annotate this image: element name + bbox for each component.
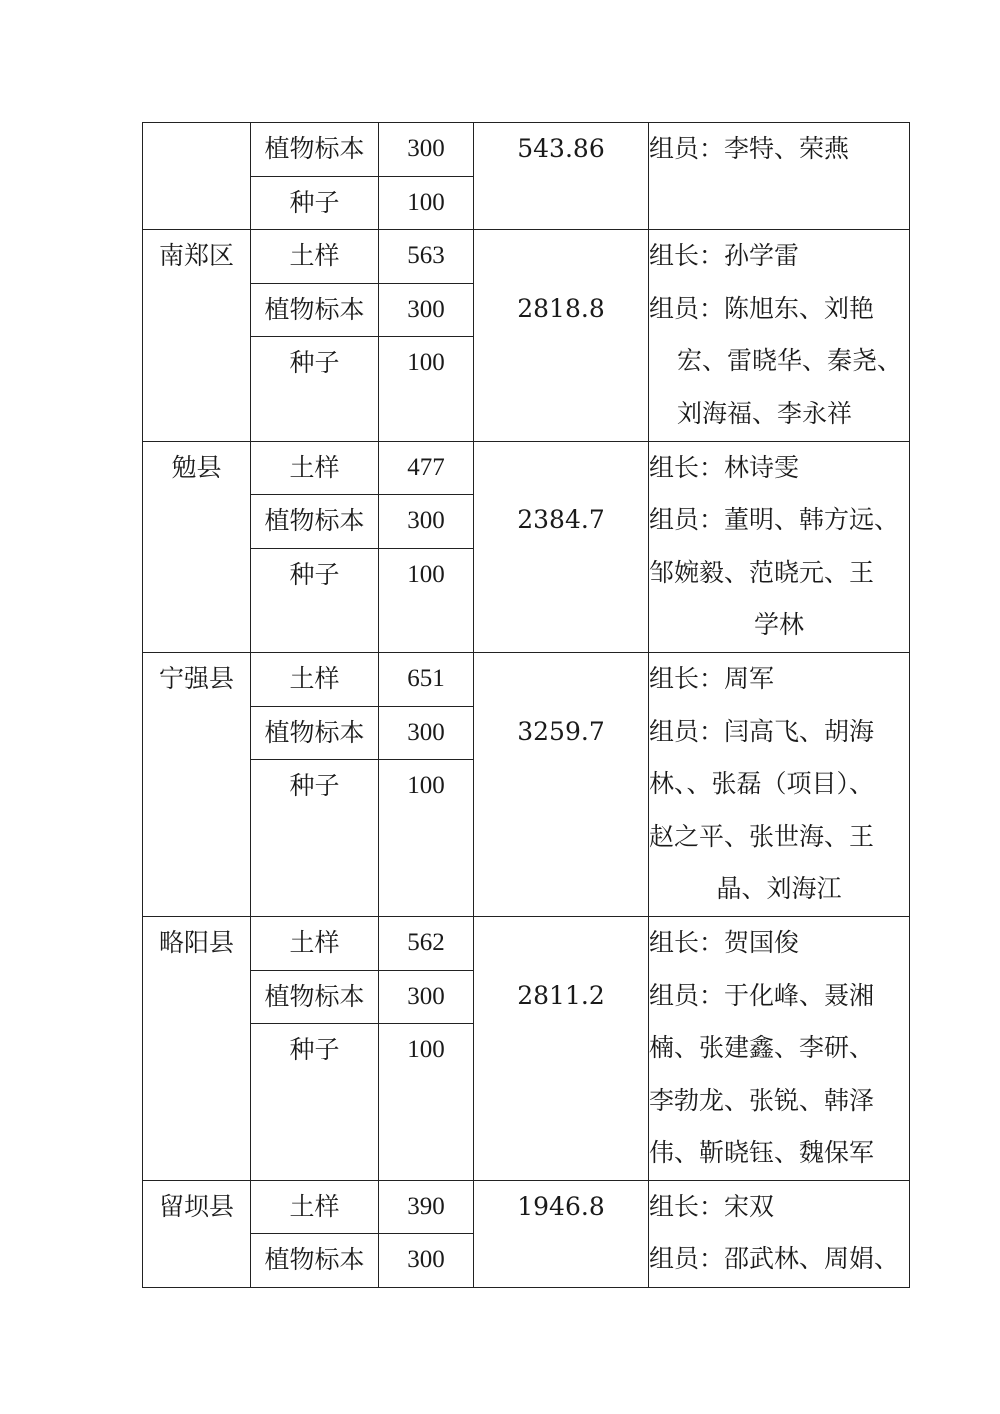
sample-count-cell: 100 [379,176,474,230]
member-line: 赵之平、张世海、王 [649,821,875,851]
member-line: 组长：孙学雷 [649,241,800,271]
table-row [143,123,910,177]
sample-count-cell: 562 [379,916,474,970]
members-cell [649,123,910,230]
sample-type-cell: 植物标本 [251,495,379,549]
member-line: 伟、靳晓钰、魏保军 [649,1138,875,1168]
members-cell [649,441,910,652]
sample-type-cell: 植物标本 [251,970,379,1024]
sample-count-cell: 390 [379,1180,474,1234]
sample-type-cell: 土样 [251,230,379,284]
region-cell: 勉县 [143,441,251,652]
sample-count-cell: 300 [379,1234,474,1288]
sample-type-cell: 土样 [251,652,379,706]
member-line: 组员：李特、荣燕 [649,134,850,163]
members-cell [649,1180,910,1287]
sample-count-cell: 100 [379,337,474,441]
personnel-sample-table [142,122,910,1288]
amount-cell [474,1180,649,1287]
member-line: 林、、张磊（项目）、 [649,769,875,799]
sample-count-cell: 300 [379,283,474,337]
sample-count-cell: 651 [379,652,474,706]
amount-value: 2811.2 [517,980,605,1010]
spacer [474,230,648,283]
amount-cell [474,123,649,230]
member-line: 李勃龙、张锐、韩泽 [649,1085,875,1115]
sample-type-cell: 植物标本 [251,706,379,760]
sample-type-cell: 植物标本 [251,1234,379,1288]
sample-type-cell: 种子 [251,760,379,917]
region-cell: 南郑区 [143,230,251,441]
sample-count-cell: 100 [379,1024,474,1181]
amount-cell [474,230,649,441]
table-row [143,441,910,495]
amount-cell [474,652,649,916]
sample-count-cell: 300 [379,495,474,549]
member-line: 组员：于化峰、聂湘 [649,980,875,1010]
member-line: 邹婉毅、范晓元、王 [649,557,875,587]
amount-value: 3259.7 [517,716,605,746]
table-row [143,230,910,284]
sample-count-cell: 300 [379,706,474,760]
region-cell: 略阳县 [143,916,251,1180]
member-line: 楠、张建鑫、李研、 [649,1033,875,1063]
spacer [474,653,648,706]
table-row [143,652,910,706]
sample-type-cell: 种子 [251,1024,379,1181]
sample-count-cell: 300 [379,970,474,1024]
spacer [474,442,648,495]
member-line: 组员：闫高飞、胡海 [649,716,875,746]
sample-type-cell: 植物标本 [251,123,379,177]
sample-type-cell: 土样 [251,1180,379,1234]
sample-count-cell: 300 [379,123,474,177]
member-line: 组长：贺国俊 [649,927,800,957]
sample-type-cell: 种子 [251,548,379,652]
region-cell: 留坝县 [143,1180,251,1287]
amount-value: 2818.8 [517,293,605,323]
table-row [143,916,910,970]
member-line: 组员：陈旭东、刘艳 [649,293,875,323]
member-line: 组长：周军 [649,663,775,693]
amount-value: 543.86 [517,134,605,163]
sample-count-cell: 100 [379,760,474,917]
amount-value: 2384.7 [517,505,605,535]
sample-type-cell: 土样 [251,441,379,495]
sample-count-cell: 563 [379,230,474,284]
sample-type-cell: 土样 [251,916,379,970]
member-line: 宏、雷晓华、秦尧、 [677,346,903,376]
sample-type-cell: 植物标本 [251,283,379,337]
member-line: 组长：林诗雯 [649,452,800,482]
table-body [143,123,910,1288]
members-cell [649,230,910,441]
member-line: 学林 [753,610,804,640]
spacer [474,917,648,970]
member-line: 刘海福、李永祥 [677,398,853,428]
region-cell [143,123,251,230]
table-row [143,1180,910,1234]
member-line: 组员：邵武林、周娟、 [649,1244,900,1274]
member-line: 组长：宋双 [649,1191,775,1221]
amount-cell [474,441,649,652]
region-cell: 宁强县 [143,652,251,916]
member-line: 组员：董明、韩方远、 [649,505,900,535]
amount-value: 1946.8 [517,1191,605,1221]
members-cell [649,916,910,1180]
member-line: 晶、刘海江 [716,874,842,904]
amount-cell [474,916,649,1180]
sample-count-cell: 100 [379,548,474,652]
sample-count-cell: 477 [379,441,474,495]
members-cell [649,652,910,916]
sample-type-cell: 种子 [251,337,379,441]
sample-type-cell: 种子 [251,176,379,230]
